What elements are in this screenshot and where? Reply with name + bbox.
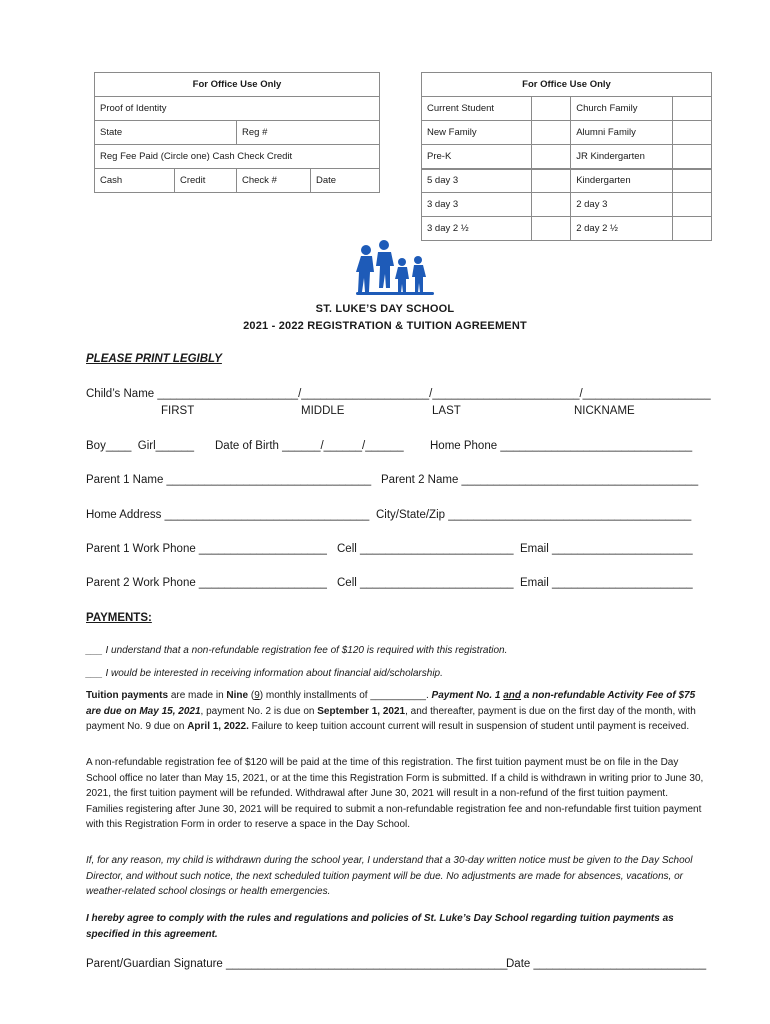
registration-fee-acknowledgment[interactable]: ___ I understand that a non-refundable registration fee of $120 is required with this registration. (86, 645, 508, 656)
office-option: Church Family (571, 97, 672, 121)
office-option: 3 day 2 ½ (422, 217, 532, 241)
state-field[interactable]: State (95, 121, 237, 145)
credit-field[interactable]: Credit (175, 169, 237, 193)
office-option: Pre-K (422, 145, 532, 169)
checkbox-cell[interactable] (672, 169, 711, 193)
office-option: 2 day 2 ½ (571, 217, 672, 241)
city-state-zip-field[interactable]: City/State/Zip ______________________________________ (376, 509, 692, 521)
reg-fee-paid-field[interactable]: Reg Fee Paid (Circle one) Cash Check Credit (95, 145, 380, 169)
checkbox-cell[interactable] (672, 97, 711, 121)
signature-date-field[interactable]: Date ___________________________ (506, 958, 707, 970)
cash-field[interactable]: Cash (95, 169, 175, 193)
date-field[interactable]: Date (311, 169, 380, 193)
date-of-birth-field[interactable]: Date of Birth ______/______/______ (215, 440, 404, 452)
first-label: FIRST (161, 405, 195, 417)
registration-fee-paragraph: A non-refundable registration fee of $120 will be paid at the time of this registration. The first tuition payment must be on file in the Day School office no later than May 15, 2021, or at the time this Registration Form is submitted. If a child is withdrawn in writing prior to June 30, 2021, the first tuition payment will be refunded. Withdrawal after June 30, 2021 will result in a non-refund of the first tuition payment. Families registering after June 30, 2021 will be required to submit a non-refundable registration fee and non-refundable first tuition payment with this Registration Form in order to reserve a space in the Day School. (86, 757, 704, 830)
checkbox-cell[interactable] (672, 121, 711, 145)
financial-aid-interest[interactable]: ___ I would be interested in receiving information about financial aid/scholarship. (86, 668, 443, 679)
checkbox-cell[interactable] (531, 169, 570, 193)
parent-1-cell-field[interactable]: Cell ________________________ (337, 543, 514, 555)
check-number-field[interactable]: Check # (237, 169, 311, 193)
agreement-title: 2021 - 2022 REGISTRATION & TUITION AGREEMENT (243, 320, 527, 332)
office-option: JR Kindergarten (571, 145, 672, 169)
checkbox-cell[interactable] (672, 145, 711, 169)
nickname-label: NICKNAME (574, 405, 635, 417)
parent-signature-field[interactable]: Parent/Guardian Signature ____________________________________________ (86, 958, 508, 970)
reg-number-field[interactable]: Reg # (237, 121, 380, 145)
payments-heading: PAYMENTS: (86, 612, 152, 624)
checkbox-cell[interactable] (531, 121, 570, 145)
proof-of-identity-field[interactable]: Proof of Identity (95, 97, 380, 121)
office-use-table-left (94, 72, 380, 193)
checkbox-cell[interactable] (531, 145, 570, 169)
office-option: 3 day 3 (422, 193, 532, 217)
parent-1-work-phone-field[interactable]: Parent 1 Work Phone ____________________ (86, 543, 327, 555)
withdrawal-paragraph: If, for any reason, my child is withdrawn during the school year, I understand that a 30-day written notice must be given to the Day School Director, and without such notice, the next scheduled tuition payment will be due. No adjustments are made for absences, vacations, or weather-related school closings or health emergencies. (86, 855, 693, 897)
child-name-field[interactable]: Child’s Name ______________________/____________________/_______________________/____________________ (86, 388, 711, 400)
checkbox-cell[interactable] (672, 193, 711, 217)
checkbox-cell[interactable] (531, 193, 570, 217)
checkbox-cell[interactable] (672, 217, 711, 241)
middle-label: MIDDLE (301, 405, 345, 417)
office-option: 5 day 3 (422, 169, 532, 193)
parent-2-name-field[interactable]: Parent 2 Name _____________________________________ (381, 474, 699, 486)
last-label: LAST (432, 405, 461, 417)
office-option: 2 day 3 (571, 193, 672, 217)
office-option: New Family (422, 121, 532, 145)
parent-2-email-field[interactable]: Email ______________________ (520, 577, 693, 589)
office-option: Current Student (422, 97, 532, 121)
parent-2-cell-field[interactable]: Cell ________________________ (337, 577, 514, 589)
office-use-table-right (421, 72, 712, 241)
checkbox-cell[interactable] (531, 97, 570, 121)
home-address-field[interactable]: Home Address ________________________________ (86, 509, 370, 521)
print-legibly-heading: PLEASE PRINT LEGIBLY (86, 353, 222, 365)
parent-2-work-phone-field[interactable]: Parent 2 Work Phone ____________________ (86, 577, 327, 589)
office-use-header: For Office Use Only (422, 73, 712, 97)
office-option: Kindergarten (571, 169, 672, 193)
tuition-payments-paragraph: Tuition payments are made in Nine (9) monthly installments of __________. Payment No. 1 and a non-refundable Activity Fee of $75 are due on May 15, 2021, payment No. 2 is due on September 1, 2021, and thereafter, payment is due on the first day of the month, with payment No. 9 due on April 1, 2022. Failure to keep tuition account current will result in suspension of student until payment is received. (86, 690, 696, 732)
checkbox-cell[interactable] (531, 217, 570, 241)
parent-1-name-field[interactable]: Parent 1 Name ________________________________ (86, 474, 372, 486)
office-use-header: For Office Use Only (95, 73, 380, 97)
school-name: ST. LUKE’S DAY SCHOOL (315, 303, 455, 315)
agreement-statement: I hereby agree to comply with the rules and regulations and policies of St. Luke’s Day School regarding tuition payments as specified in this agreement. (86, 913, 674, 940)
school-logo (356, 240, 438, 300)
boy-girl-field[interactable]: Boy____ Girl______ (86, 440, 195, 452)
office-option: Alumni Family (571, 121, 672, 145)
parent-1-email-field[interactable]: Email ______________________ (520, 543, 693, 555)
home-phone-field[interactable]: Home Phone ______________________________ (430, 440, 693, 452)
